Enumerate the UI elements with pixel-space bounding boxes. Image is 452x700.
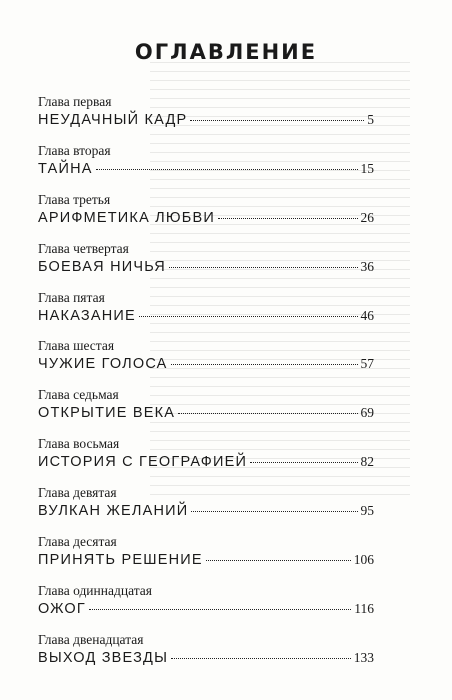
chapter-number: Глава десятая [38, 534, 117, 550]
page-title: ОГЛАВЛЕНИЕ [134, 40, 318, 64]
chapter-number: Глава одиннадцатая [38, 582, 152, 598]
page-number: 95 [360, 503, 374, 519]
page-number: 82 [360, 454, 374, 470]
toc-entry[interactable] [38, 436, 374, 485]
chapter-row [38, 403, 374, 423]
chapter-number: Глава восьмая [38, 436, 120, 452]
toc-entry[interactable] [38, 632, 374, 681]
dot-leader [191, 511, 357, 512]
toc-entry[interactable] [38, 338, 374, 387]
page-number: 106 [353, 552, 374, 568]
page-number: 46 [360, 307, 374, 323]
toc-entry[interactable] [38, 387, 374, 436]
toc-entry[interactable] [38, 534, 374, 583]
chapter-title: ЧУЖИЕ ГОЛОСА [38, 356, 168, 373]
dot-leader [139, 316, 358, 317]
dot-leader [169, 267, 358, 268]
chapter-row [38, 452, 374, 472]
dot-leader [96, 169, 358, 170]
chapter-title: НЕУДАЧНЫЙ КАДР [38, 112, 188, 128]
chapter-title: АРИФМЕТИКА ЛЮБВИ [38, 209, 215, 226]
chapter-title: ИСТОРИЯ С ГЕОГРАФИЕЙ [38, 454, 248, 471]
chapter-number: Глава первая [38, 94, 112, 109]
chapter-title: ПРИНЯТЬ РЕШЕНИЕ [38, 552, 203, 569]
page-number: 116 [354, 600, 374, 616]
chapter-row [38, 208, 374, 228]
chapter-number: Глава четвертая [38, 240, 129, 256]
toc-entry[interactable] [38, 290, 374, 339]
chapter-title: ОЖОГ [38, 600, 86, 617]
page-number: 26 [360, 209, 374, 225]
page-number: 36 [360, 258, 374, 274]
chapter-title: ВУЛКАН ЖЕЛАНИЙ [38, 503, 189, 520]
chapter-number: Глава седьмая [38, 387, 119, 403]
chapter-row [38, 550, 374, 570]
chapter-number: Глава третья [38, 191, 111, 207]
dot-leader [171, 658, 351, 659]
chapter-title: ОТКРЫТИЕ ВЕКА [38, 405, 176, 422]
chapter-title: БОЕВАЯ НИЧЬЯ [38, 258, 166, 275]
page-number: 69 [360, 405, 374, 421]
chapter-row [38, 257, 374, 277]
chapter-number: Глава двенадцатая [38, 631, 144, 647]
chapter-row [38, 354, 374, 374]
dot-leader [218, 218, 358, 219]
chapter-row [38, 501, 374, 521]
dot-leader [171, 364, 358, 365]
toc-entry[interactable] [38, 143, 374, 192]
page-number: 15 [360, 160, 374, 176]
chapter-row [38, 306, 374, 326]
dot-leader [190, 120, 364, 121]
chapter-number: Глава девятая [38, 485, 117, 501]
dot-leader [89, 609, 351, 610]
chapter-title: ТАЙНА [38, 160, 93, 177]
toc-entry[interactable] [38, 192, 374, 241]
chapter-number: Глава вторая [38, 142, 111, 158]
chapter-row [38, 599, 374, 619]
toc-entry[interactable] [38, 241, 374, 290]
page-number: 133 [353, 649, 374, 665]
dot-leader [178, 413, 357, 414]
page-number: 57 [360, 356, 374, 372]
dot-leader [206, 560, 351, 561]
toc-entry[interactable] [38, 94, 374, 143]
toc-entry[interactable] [38, 485, 374, 534]
page-number: 5 [367, 112, 374, 127]
chapter-row [38, 648, 374, 668]
dot-leader [250, 462, 357, 463]
chapter-number: Глава шестая [38, 338, 115, 354]
table-of-contents [38, 94, 374, 681]
chapter-row [38, 159, 374, 179]
toc-entry[interactable] [38, 583, 374, 632]
chapter-title: ВЫХОД ЗВЕЗДЫ [38, 649, 169, 666]
chapter-title: НАКАЗАНИЕ [38, 307, 136, 324]
chapter-row [38, 110, 374, 130]
chapter-number: Глава пятая [38, 289, 105, 305]
